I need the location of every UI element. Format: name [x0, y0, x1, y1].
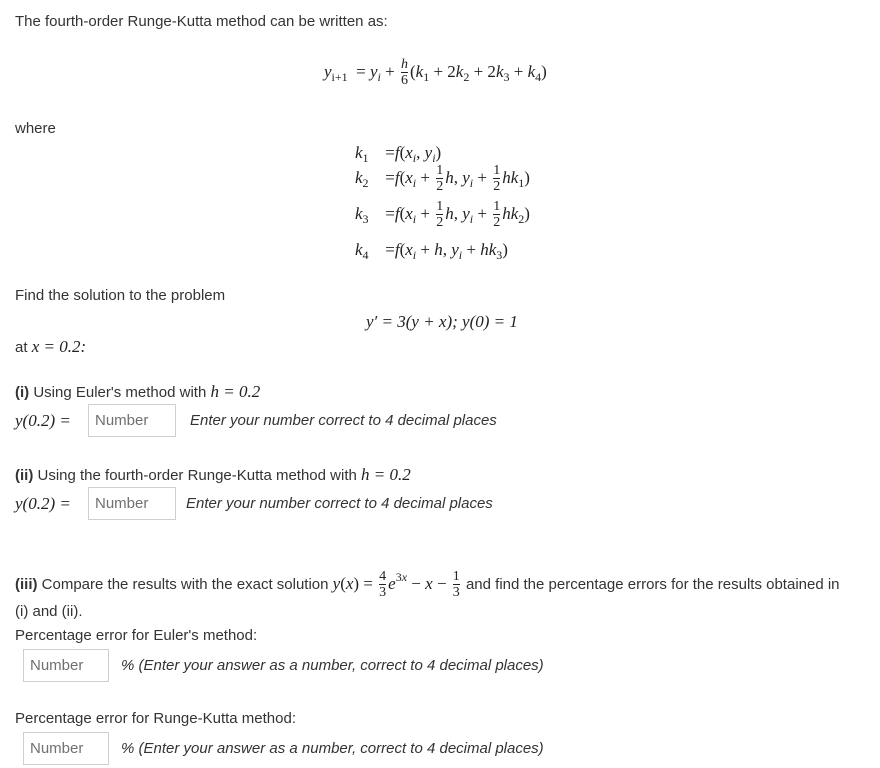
rk-error-label: Percentage error for Runge-Kutta method:	[15, 710, 296, 727]
k1-formula: $k_1 =f(x_i$, $y_i$)	[355, 143, 442, 165]
part1-math: h = 0.2	[210, 382, 261, 401]
at-x-line	[15, 337, 86, 357]
part2-hint: Enter your number correct to 4 decimal places	[186, 495, 493, 512]
euler-answer-input[interactable]	[88, 404, 176, 437]
part3-line2: (i) and (ii).	[15, 603, 83, 620]
part1-heading	[15, 382, 260, 402]
rk-error-hint: % (Enter your answer as a number, correct to 4 decimal places)	[121, 740, 544, 757]
part2-math: h = 0.2	[361, 465, 411, 484]
rk-formula: $y_{i+1} = y_i$ + $\frac{h}{6}$ $(k_1 + 2k_2 + 2k_3 + k_4)$	[324, 57, 547, 88]
part1-text: Using Euler's method with	[33, 384, 207, 401]
part2-label: (ii)	[15, 467, 34, 484]
part2-text: Using the fourth-order Runge-Kutta method with	[37, 467, 357, 484]
part1-label: (i)	[15, 384, 30, 401]
part3-heading	[15, 570, 840, 600]
part2-heading	[15, 465, 411, 485]
part3-label: (iii)	[15, 576, 38, 593]
at-x-prefix: at	[15, 339, 28, 356]
euler-error-hint: % (Enter your answer as a number, correct to 4 decimal places)	[121, 657, 544, 674]
euler-error-input[interactable]	[23, 649, 109, 682]
exact-solution: y(x) = $\frac{4}{3}$ $e^{3x} - x$ − $\frac{1}{3}$	[332, 569, 460, 601]
intro-text: The fourth-order Runge-Kutta method can be written as:	[15, 13, 388, 30]
part3-text-after: and find the percentage errors for the results obtained in	[465, 576, 840, 593]
part1-answer-label: y(0.2) =	[15, 411, 71, 430]
k2-formula: $k_2 =f(x_i$ + $\frac{1}{2}$ h, $y_i$ + $\frac{1}{2}$ $hk_1$)	[355, 163, 530, 194]
euler-error-label: Percentage error for Euler's method:	[15, 627, 258, 644]
ode-equation: y′ = 3(y + x); y(0) = 1	[366, 312, 518, 331]
k3-formula: $k_3 =f(x_i$ + $\frac{1}{2}$ h, $y_i$ + $\frac{1}{2}$ $hk_2$)	[355, 199, 530, 230]
where-text: where	[15, 120, 56, 137]
rk-answer-input[interactable]	[88, 487, 176, 520]
part1-hint: Enter your number correct to 4 decimal places	[190, 412, 497, 429]
at-x-math: x = 0.2:	[31, 337, 87, 356]
rk-error-input[interactable]	[23, 732, 109, 765]
k4-formula: $k_4 =f(x_i + h$, $y_i + hk_3$)	[355, 240, 508, 262]
part3-text-before: Compare the results with the exact solution	[41, 576, 329, 593]
find-text: Find the solution to the problem	[15, 287, 226, 304]
part2-answer-label: y(0.2) =	[15, 494, 71, 513]
